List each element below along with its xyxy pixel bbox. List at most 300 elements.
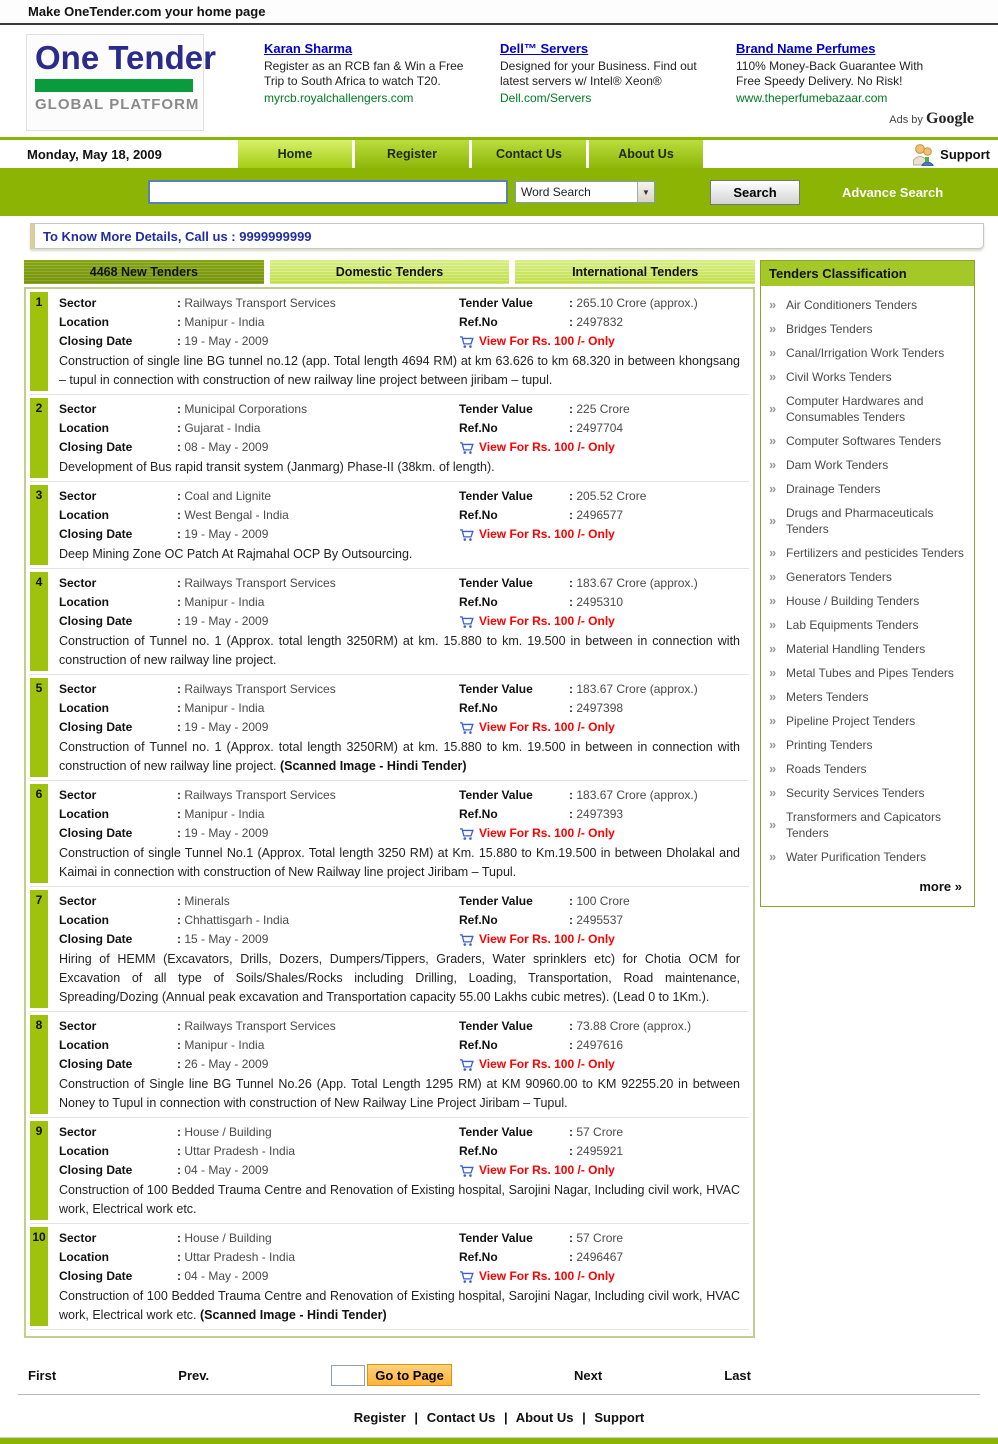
ref-no-label: Ref.No: [459, 508, 498, 522]
tab-contact-us[interactable]: Contact Us: [472, 140, 586, 168]
location-value: : Chhattisgarh - India: [177, 911, 459, 930]
tender-row-body: [48, 1015, 749, 1114]
support-label: Support: [940, 146, 990, 162]
tender-value-label: Tender Value: [459, 296, 533, 310]
tender-description: [59, 632, 743, 670]
tender-meta: [59, 574, 743, 631]
tender-row-body: [48, 784, 749, 883]
double-arrow-icon: »: [769, 457, 777, 472]
double-arrow-icon: »: [769, 321, 777, 336]
view-label: View For Rs. 100 /- Only: [479, 614, 615, 628]
closing-date-label: Closing Date: [59, 720, 133, 734]
ad-text: Free Speedy Delivery. No Risk!: [736, 74, 903, 88]
tender-row-body: [48, 485, 749, 565]
content-area: [24, 260, 975, 1386]
cart-icon: [459, 827, 474, 841]
tender-description-text: Construction of single line BG tunnel no.12 (app. Total length 4694 RM) at km 63.626 to km 68.320 in between khongsang – tupul in connection with construction of new railway line project between jiribam – tupul.: [59, 354, 740, 387]
double-arrow-icon: »: [769, 665, 777, 680]
ref-no-label: Ref.No: [459, 595, 498, 609]
location-label: Location: [59, 1038, 109, 1052]
tender-row: [30, 890, 749, 1012]
sector-label: Sector: [59, 1125, 97, 1139]
classification-item-label: Bridges Tenders: [786, 322, 873, 336]
view-tender-link[interactable]: [459, 930, 743, 949]
make-homepage-bar[interactable]: Make OneTender.com your home page: [0, 0, 998, 25]
ad-text: Trip to South Africa to watch T20.: [264, 74, 441, 88]
double-arrow-icon: »: [769, 433, 777, 448]
ref-no-label: Ref.No: [459, 807, 498, 821]
sector-label: Sector: [59, 576, 97, 590]
double-arrow-icon: »: [769, 297, 777, 312]
classification-item[interactable]: [769, 545, 968, 561]
classification-item-label: Drainage Tenders: [786, 482, 881, 496]
ad-url-link[interactable]: myrcb.royalchallengers.com: [264, 91, 414, 105]
footer-contact-link[interactable]: Contact Us: [426, 1410, 496, 1425]
tender-value-label: Tender Value: [459, 402, 533, 416]
tender-meta: [59, 1123, 743, 1180]
footer-support-link[interactable]: Support: [594, 1410, 645, 1425]
tender-description: [59, 950, 743, 1007]
tender-value: : 57 Crore: [569, 1123, 743, 1142]
classification-item-label: Air Conditioners Tenders: [786, 298, 918, 312]
classification-item-label: Computer Softwares Tenders: [786, 434, 942, 448]
ad-text: latest servers w/ Intel® Xeon®: [500, 74, 662, 88]
ad-title-link[interactable]: Dell™ Servers: [500, 41, 589, 56]
ref-no-label: Ref.No: [459, 1144, 498, 1158]
view-tender-link[interactable]: [459, 332, 743, 351]
sector-value: : House / Building: [177, 1123, 459, 1142]
row-number: 4: [30, 572, 48, 671]
tender-row: [30, 784, 749, 887]
sector-label: Sector: [59, 788, 97, 802]
closing-date-value: : 19 - May - 2009: [177, 525, 459, 544]
tender-row: [30, 1121, 749, 1224]
ref-no-label: Ref.No: [459, 1250, 498, 1264]
ad-url-link[interactable]: www.theperfumebazaar.com: [736, 91, 888, 105]
view-tender-link[interactable]: [459, 612, 743, 631]
classification-item[interactable]: [769, 433, 968, 449]
goto-page-button[interactable]: Go to Page: [367, 1364, 452, 1386]
closing-date-label: Closing Date: [59, 334, 133, 348]
cart-icon: [459, 1164, 474, 1178]
classification-item[interactable]: [769, 321, 968, 337]
tender-meta: [59, 400, 743, 457]
view-label: View For Rs. 100 /- Only: [479, 440, 615, 454]
logo-title: One Tender: [35, 39, 216, 76]
double-arrow-icon: »: [769, 689, 777, 704]
view-tender-link[interactable]: [459, 525, 743, 544]
ad-url-link[interactable]: Dell.com/Servers: [500, 91, 592, 105]
double-arrow-icon: »: [769, 737, 777, 752]
double-arrow-icon: »: [769, 345, 777, 360]
tender-description-text: Deep Mining Zone OC Patch At Rajmahal OCP By Outsourcing.: [59, 547, 413, 561]
tender-description-text: Construction of 100 Bedded Trauma Centre and Renovation of Existing hospital, Sarojini Nagar, Including civil work, HVAC work, Electrical work etc.: [59, 1289, 740, 1322]
view-tender-link[interactable]: [459, 1055, 743, 1074]
cart-icon: [459, 335, 474, 349]
tender-row-body: [48, 572, 749, 671]
classification-item[interactable]: [769, 593, 968, 609]
search-input[interactable]: [148, 180, 508, 204]
tender-list: [24, 287, 755, 1338]
prev-page-link[interactable]: Prev.: [178, 1367, 210, 1383]
tender-value-label: Tender Value: [459, 576, 533, 590]
location-value: : Gujarat - India: [177, 419, 459, 438]
ad-unit: [264, 41, 470, 131]
header: [0, 25, 998, 137]
footer-links: [0, 1395, 998, 1437]
tender-row-body: [48, 1121, 749, 1220]
tender-row-body: [48, 890, 749, 1008]
sector-label: Sector: [59, 894, 97, 908]
closing-date-value: : 26 - May - 2009: [177, 1055, 459, 1074]
classification-item[interactable]: [769, 665, 968, 681]
classification-item-label: Roads Tenders: [786, 762, 867, 776]
closing-date-label: Closing Date: [59, 1163, 133, 1177]
sector-value: : Railways Transport Services: [177, 680, 459, 699]
classification-item[interactable]: [769, 457, 968, 473]
tender-description: [59, 1075, 743, 1113]
tender-description-bold: (Scanned Image - Hindi Tender): [279, 759, 467, 773]
ref-no-value: : 2497832: [569, 313, 743, 332]
tender-value-label: Tender Value: [459, 1125, 533, 1139]
view-label: View For Rs. 100 /- Only: [479, 334, 615, 348]
tender-value: : 57 Crore: [569, 1229, 743, 1248]
location-label: Location: [59, 807, 109, 821]
view-label: View For Rs. 100 /- Only: [479, 932, 615, 946]
footer-register-link[interactable]: Register: [353, 1410, 406, 1425]
tender-description: [59, 844, 743, 882]
ads-by-text: Ads by: [889, 114, 923, 126]
classification-item[interactable]: [769, 369, 968, 385]
google-logo: Google: [926, 110, 974, 127]
double-arrow-icon: »: [769, 617, 777, 632]
location-label: Location: [59, 913, 109, 927]
sector-value: : House / Building: [177, 1229, 459, 1248]
tender-row: [30, 292, 749, 395]
row-number: 2: [30, 398, 48, 478]
ref-no-value: : 2495921: [569, 1142, 743, 1161]
tender-description-text: Construction of single Tunnel No.1 (Approx. Total length 3250 RM) at Km. 15.880 to Km.19.500 in between Dholakal and Kaimai in connection with construction of New Railway line project Jiribam – Tupul.: [59, 846, 740, 879]
location-label: Location: [59, 701, 109, 715]
tender-value: : 183.67 Crore (approx.): [569, 574, 743, 593]
closing-date-value: : 19 - May - 2009: [177, 332, 459, 351]
classification-item-label: Pipeline Project Tenders: [786, 714, 916, 728]
classification-item[interactable]: [769, 809, 968, 841]
double-arrow-icon: »: [769, 401, 777, 416]
more-link[interactable]: more »: [919, 879, 962, 894]
ref-no-value: : 2496577: [569, 506, 743, 525]
current-date: Monday, May 18, 2009: [27, 146, 162, 162]
tender-value-label: Tender Value: [459, 682, 533, 696]
tender-value-label: Tender Value: [459, 1019, 533, 1033]
tender-list-column: [24, 260, 755, 1386]
classification-item-label: Material Handling Tenders: [786, 642, 926, 656]
row-number: 8: [30, 1015, 48, 1114]
sector-label: Sector: [59, 489, 97, 503]
tender-value-label: Tender Value: [459, 788, 533, 802]
tab-register[interactable]: Register: [355, 140, 469, 168]
closing-date-label: Closing Date: [59, 1057, 133, 1071]
closing-date-value: : 15 - May - 2009: [177, 930, 459, 949]
ref-no-label: Ref.No: [459, 913, 498, 927]
classification-item-label: Transformers and Capicators Tenders: [786, 810, 941, 840]
closing-date-value: : 19 - May - 2009: [177, 612, 459, 631]
view-tender-link[interactable]: [459, 1161, 743, 1180]
view-tender-link[interactable]: [459, 1267, 743, 1286]
goto-page-input[interactable]: [331, 1365, 365, 1386]
double-arrow-icon: »: [769, 569, 777, 584]
row-number: 7: [30, 890, 48, 1008]
footer-about-link[interactable]: About Us: [515, 1410, 574, 1425]
footer-separator: |: [582, 1410, 586, 1425]
location-value: : Uttar Pradesh - India: [177, 1142, 459, 1161]
tender-row: [30, 398, 749, 482]
tender-meta: [59, 487, 743, 544]
view-label: View For Rs. 100 /- Only: [479, 826, 615, 840]
site-logo[interactable]: [26, 34, 216, 131]
classification-item-label: Canal/Irrigation Work Tenders: [786, 346, 945, 360]
tender-tabs: [24, 260, 755, 284]
sector-value: : Railways Transport Services: [177, 1017, 459, 1036]
tab-domestic-tenders[interactable]: Domestic Tenders: [270, 260, 510, 284]
cart-icon: [459, 528, 474, 542]
classification-item[interactable]: [769, 785, 968, 801]
classification-item[interactable]: [769, 481, 968, 497]
select-value: Word Search: [521, 185, 591, 199]
last-page-link[interactable]: Last: [724, 1367, 751, 1383]
ref-no-label: Ref.No: [459, 315, 498, 329]
location-value: : Manipur - India: [177, 313, 459, 332]
tender-description-text: Hiring of HEMM (Excavators, Drills, Dozers, Dumpers/Tippers, Graders, Water sprinklers etc) for Chotia OCM for Excavation of all type of Soils/Shales/Rocks including Drilling, Loading, Transportation, Road maintenance, Spreading/Dozing (Annual peak excavation and Transportation capacity 55.00 Lakhs cubic metres). (Lead 0 to 1Km.).: [59, 952, 740, 1004]
classification-item[interactable]: [769, 345, 968, 361]
ad-title-link[interactable]: Brand Name Perfumes: [736, 41, 876, 56]
first-page-link[interactable]: First: [28, 1367, 57, 1383]
ref-no-value: : 2497616: [569, 1036, 743, 1055]
search-button[interactable]: Search: [710, 180, 800, 205]
ref-no-value: : 2495537: [569, 911, 743, 930]
classification-item-label: Computer Hardwares and Consumables Tenders: [786, 394, 924, 424]
tender-description: [59, 352, 743, 390]
sector-value: : Railways Transport Services: [177, 294, 459, 313]
closing-date-label: Closing Date: [59, 527, 133, 541]
tender-value: : 183.67 Crore (approx.): [569, 680, 743, 699]
classification-item[interactable]: [769, 297, 968, 313]
contact-notice-bar: [30, 223, 984, 249]
double-arrow-icon: »: [769, 513, 777, 528]
double-arrow-icon: »: [769, 545, 777, 560]
row-number: 9: [30, 1121, 48, 1220]
tender-meta: [59, 1229, 743, 1286]
tender-description-text: Construction of Single line BG Tunnel No.26 (App. Total Length 1295 RM) at KM 90960.00 to KM 92255.20 in between Noney to Tupul in connection with construction of New Railway Line Project Jiribam – Tupul.: [59, 1077, 740, 1110]
closing-date-value: : 04 - May - 2009: [177, 1161, 459, 1180]
goto-page-group: [331, 1364, 452, 1386]
tender-value: : 73.88 Crore (approx.): [569, 1017, 743, 1036]
double-arrow-icon: »: [769, 641, 777, 656]
tender-value: : 265.10 Crore (approx.): [569, 294, 743, 313]
view-label: View For Rs. 100 /- Only: [479, 1269, 615, 1283]
tender-meta: [59, 892, 743, 949]
tender-row-body: [48, 398, 749, 478]
sector-value: : Railways Transport Services: [177, 786, 459, 805]
ad-text: Register as an RCB fan & Win a Free: [264, 59, 464, 73]
view-label: View For Rs. 100 /- Only: [479, 1163, 615, 1177]
location-label: Location: [59, 1144, 109, 1158]
cart-icon: [459, 1058, 474, 1072]
closing-date-label: Closing Date: [59, 1269, 133, 1283]
closing-date-label: Closing Date: [59, 826, 133, 840]
tab-about-us[interactable]: About Us: [589, 140, 703, 168]
ref-no-label: Ref.No: [459, 1038, 498, 1052]
navbar: [0, 137, 998, 168]
classification-item-label: Generators Tenders: [786, 570, 892, 584]
location-label: Location: [59, 508, 109, 522]
logo-green-bar: [35, 79, 193, 92]
double-arrow-icon: »: [769, 785, 777, 800]
sector-label: Sector: [59, 1231, 97, 1245]
classification-item[interactable]: [769, 617, 968, 633]
cart-icon: [459, 615, 474, 629]
classification-item-label: House / Building Tenders: [786, 594, 920, 608]
tender-row-body: [48, 678, 749, 777]
tender-description: [59, 1287, 743, 1325]
ad-title-link[interactable]: Karan Sharma: [264, 41, 353, 56]
tender-row-body: [48, 292, 749, 391]
location-value: : Manipur - India: [177, 805, 459, 824]
cart-icon: [459, 1270, 474, 1284]
footer-separator: |: [414, 1410, 419, 1425]
classification-item-label: Water Purification Tenders: [786, 850, 927, 864]
sector-label: Sector: [59, 296, 97, 310]
location-value: : Manipur - India: [177, 699, 459, 718]
tender-value-label: Tender Value: [459, 894, 533, 908]
pagination: [28, 1364, 751, 1386]
tender-meta: [59, 1017, 743, 1074]
closing-date-label: Closing Date: [59, 440, 133, 454]
tender-description-text: Development of Bus rapid transit system (Janmarg) Phase-II (38km. of length).: [59, 460, 495, 474]
double-arrow-icon: »: [769, 369, 777, 384]
tender-description-text: Construction of 100 Bedded Trauma Centre and Renovation of Existing hospital, Sarojini Nagar, Including civil work, HVAC work, Electrical work etc.: [59, 1183, 740, 1216]
classification-item-label: Security Services Tenders: [786, 786, 925, 800]
classification-item[interactable]: [769, 393, 968, 425]
support-link[interactable]: [706, 140, 998, 168]
tab-new-tenders[interactable]: 4468 New Tenders: [24, 260, 264, 284]
support-people-icon: [910, 142, 936, 166]
tender-row: [30, 1227, 749, 1330]
ad-text: Designed for your Business. Find out: [500, 59, 697, 73]
tender-description: [59, 545, 743, 564]
tender-value-label: Tender Value: [459, 1231, 533, 1245]
sector-label: Sector: [59, 402, 97, 416]
view-tender-link[interactable]: [459, 718, 743, 737]
notice-text: To Know More Details, Call us : 9999999999: [43, 228, 312, 244]
cart-icon: [459, 933, 474, 947]
tender-meta: [59, 294, 743, 351]
row-number: 10: [30, 1227, 48, 1326]
location-label: Location: [59, 421, 109, 435]
ref-no-label: Ref.No: [459, 421, 498, 435]
classification-item-label: Meters Tenders: [786, 690, 869, 704]
view-label: View For Rs. 100 /- Only: [479, 1057, 615, 1071]
location-value: : West Bengal - India: [177, 506, 459, 525]
sector-value: : Municipal Corporations: [177, 400, 459, 419]
classification-list: [761, 286, 974, 875]
classification-item[interactable]: [769, 761, 968, 777]
search-type-select[interactable]: [515, 181, 655, 203]
google-ads-block: [264, 34, 972, 131]
search-strip: [0, 168, 998, 216]
tender-value: : 100 Crore: [569, 892, 743, 911]
classification-item[interactable]: [769, 641, 968, 657]
tender-row: [30, 678, 749, 781]
tender-description-bold: (Scanned Image - Hindi Tender): [200, 1308, 387, 1322]
double-arrow-icon: »: [769, 849, 777, 864]
view-tender-link[interactable]: [459, 438, 743, 457]
tender-value: : 205.52 Crore: [569, 487, 743, 506]
tender-meta: [59, 680, 743, 737]
next-page-link[interactable]: Next: [573, 1367, 603, 1383]
sector-value: : Minerals: [177, 892, 459, 911]
double-arrow-icon: »: [769, 713, 777, 728]
location-label: Location: [59, 1250, 109, 1264]
tender-row: [30, 485, 749, 569]
view-label: View For Rs. 100 /- Only: [479, 720, 615, 734]
classification-item-label: Drugs and Pharmaceuticals Tenders: [786, 506, 934, 536]
classification-item[interactable]: [769, 713, 968, 729]
closing-date-value: : 08 - May - 2009: [177, 438, 459, 457]
closing-date-label: Closing Date: [59, 614, 133, 628]
double-arrow-icon: »: [769, 593, 777, 608]
tender-value: : 225 Crore: [569, 400, 743, 419]
row-number: 5: [30, 678, 48, 777]
tab-international-tenders[interactable]: International Tenders: [515, 260, 755, 284]
closing-date-value: : 19 - May - 2009: [177, 824, 459, 843]
advance-search-link[interactable]: Advance Search: [842, 184, 944, 200]
ref-no-label: Ref.No: [459, 701, 498, 715]
footer-green-bar: [0, 1437, 998, 1444]
footer-separator: |: [503, 1410, 508, 1425]
location-label: Location: [59, 595, 109, 609]
classification-item[interactable]: [769, 737, 968, 753]
classification-header: Tenders Classification: [761, 261, 974, 286]
row-number: 3: [30, 485, 48, 565]
tab-home[interactable]: Home: [238, 140, 352, 168]
ref-no-value: : 2495310: [569, 593, 743, 612]
location-value: : Uttar Pradesh - India: [177, 1248, 459, 1267]
ref-no-value: : 2497704: [569, 419, 743, 438]
sector-label: Sector: [59, 1019, 97, 1033]
ref-no-value: : 2497398: [569, 699, 743, 718]
view-tender-link[interactable]: [459, 824, 743, 843]
tender-description: [59, 738, 743, 776]
tender-row-body: [48, 1227, 749, 1326]
classification-item-label: Lab Equipments Tenders: [786, 618, 919, 632]
ad-text: 110% Money-Back Guarantee With: [736, 59, 924, 73]
chevron-down-icon: ▼: [637, 182, 654, 202]
ads-by-google[interactable]: [889, 110, 974, 128]
cart-icon: [459, 441, 474, 455]
tender-row: [30, 572, 749, 675]
double-arrow-icon: »: [769, 481, 777, 496]
classification-item[interactable]: [769, 569, 968, 585]
classification-item[interactable]: [769, 689, 968, 705]
classification-item-label: Fertilizers and pesticides Tenders: [786, 546, 964, 560]
classification-item-label: Civil Works Tenders: [786, 370, 892, 384]
sector-value: : Railways Transport Services: [177, 574, 459, 593]
classification-item[interactable]: [769, 505, 968, 537]
logo-subtitle: GLOBAL PLATFORM: [35, 96, 200, 113]
tender-description: [59, 458, 743, 477]
classification-item[interactable]: [769, 849, 968, 865]
